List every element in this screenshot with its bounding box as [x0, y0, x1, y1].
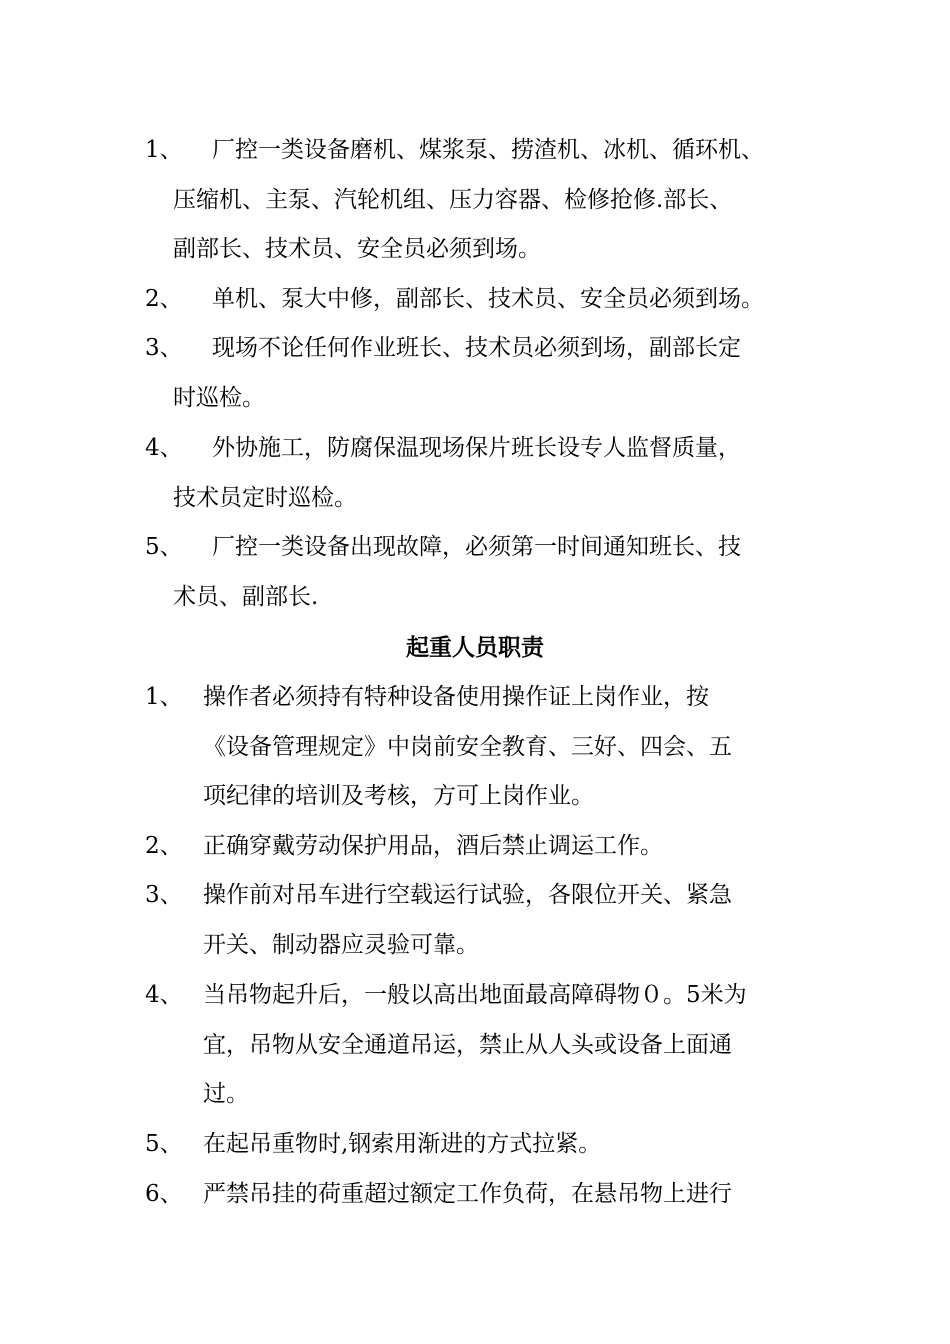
- item-number: 2、: [145, 833, 183, 859]
- item-text-line: 《设备管理规定》中岗前安全教育、三好、四会、五: [203, 733, 732, 760]
- item-number: 5、: [145, 534, 183, 560]
- item-text-line: 厂控一类设备出现故障，必须第一时间通知班长、技: [212, 534, 741, 560]
- item-number: 3、: [145, 882, 183, 908]
- item-text-line: 单机、泵大中修，副部长、技术员、安全员必须到场。: [212, 286, 764, 312]
- item-text-line: 项纪律的培训及考核，方可上岗作业。: [203, 783, 594, 809]
- item-text-line: 技术员定时巡检。: [173, 484, 357, 511]
- item-text-line: 当吊物起升后，一般以高出地面最高障碍物０。5米为: [203, 982, 747, 1008]
- item-number: 6、: [145, 1181, 183, 1207]
- item-text-line: 副部长、技术员、安全员必须到场。: [173, 236, 541, 262]
- item-number: 5、: [145, 1131, 183, 1157]
- item-number: 4、: [145, 982, 183, 1008]
- item-number: 4、: [145, 435, 183, 461]
- section-title: 起重人员职责: [406, 634, 544, 661]
- item-number: 2、: [145, 286, 183, 312]
- item-text-line: 压缩机、主泵、汽轮机组、压力容器、检修抢修.部长、: [173, 186, 733, 213]
- item-text-line: 时巡检。: [173, 384, 265, 411]
- item-text-line: 操作者必须持有特种设备使用操作证上岗作业，按: [203, 684, 709, 710]
- item-text-line: 宜，吊物从安全通道吊运，禁止从人头或设备上面通: [203, 1031, 732, 1058]
- item-text-line: 操作前对吊车进行空载运行试验，各限位开关、紧急: [203, 882, 732, 908]
- item-text-line: 开关、制动器应灵验可靠。: [203, 931, 479, 958]
- item-text-line: 术员、副部长.: [173, 583, 319, 610]
- item-text-line: 过。: [203, 1081, 249, 1107]
- item-text-line: 在起吊重物时,钢索用渐进的方式拉紧。: [203, 1131, 602, 1157]
- item-text-line: 厂控一类设备磨机、煤浆泵、捞渣机、冰机、循环机、: [212, 137, 764, 163]
- item-number: 1、: [145, 684, 183, 710]
- item-number: 3、: [145, 335, 183, 361]
- item-text-line: 现场不论任何作业班长、技术员必须到场，副部长定: [212, 335, 741, 361]
- item-text-line: 严禁吊挂的荷重超过额定工作负荷，在悬吊物上进行: [203, 1181, 732, 1207]
- item-text-line: 正确穿戴劳动保护用品，酒后禁止调运工作。: [203, 833, 663, 859]
- item-number: 1、: [145, 137, 183, 163]
- item-text-line: 外协施工，防腐保温现场保片班长设专人监督质量，: [212, 435, 741, 461]
